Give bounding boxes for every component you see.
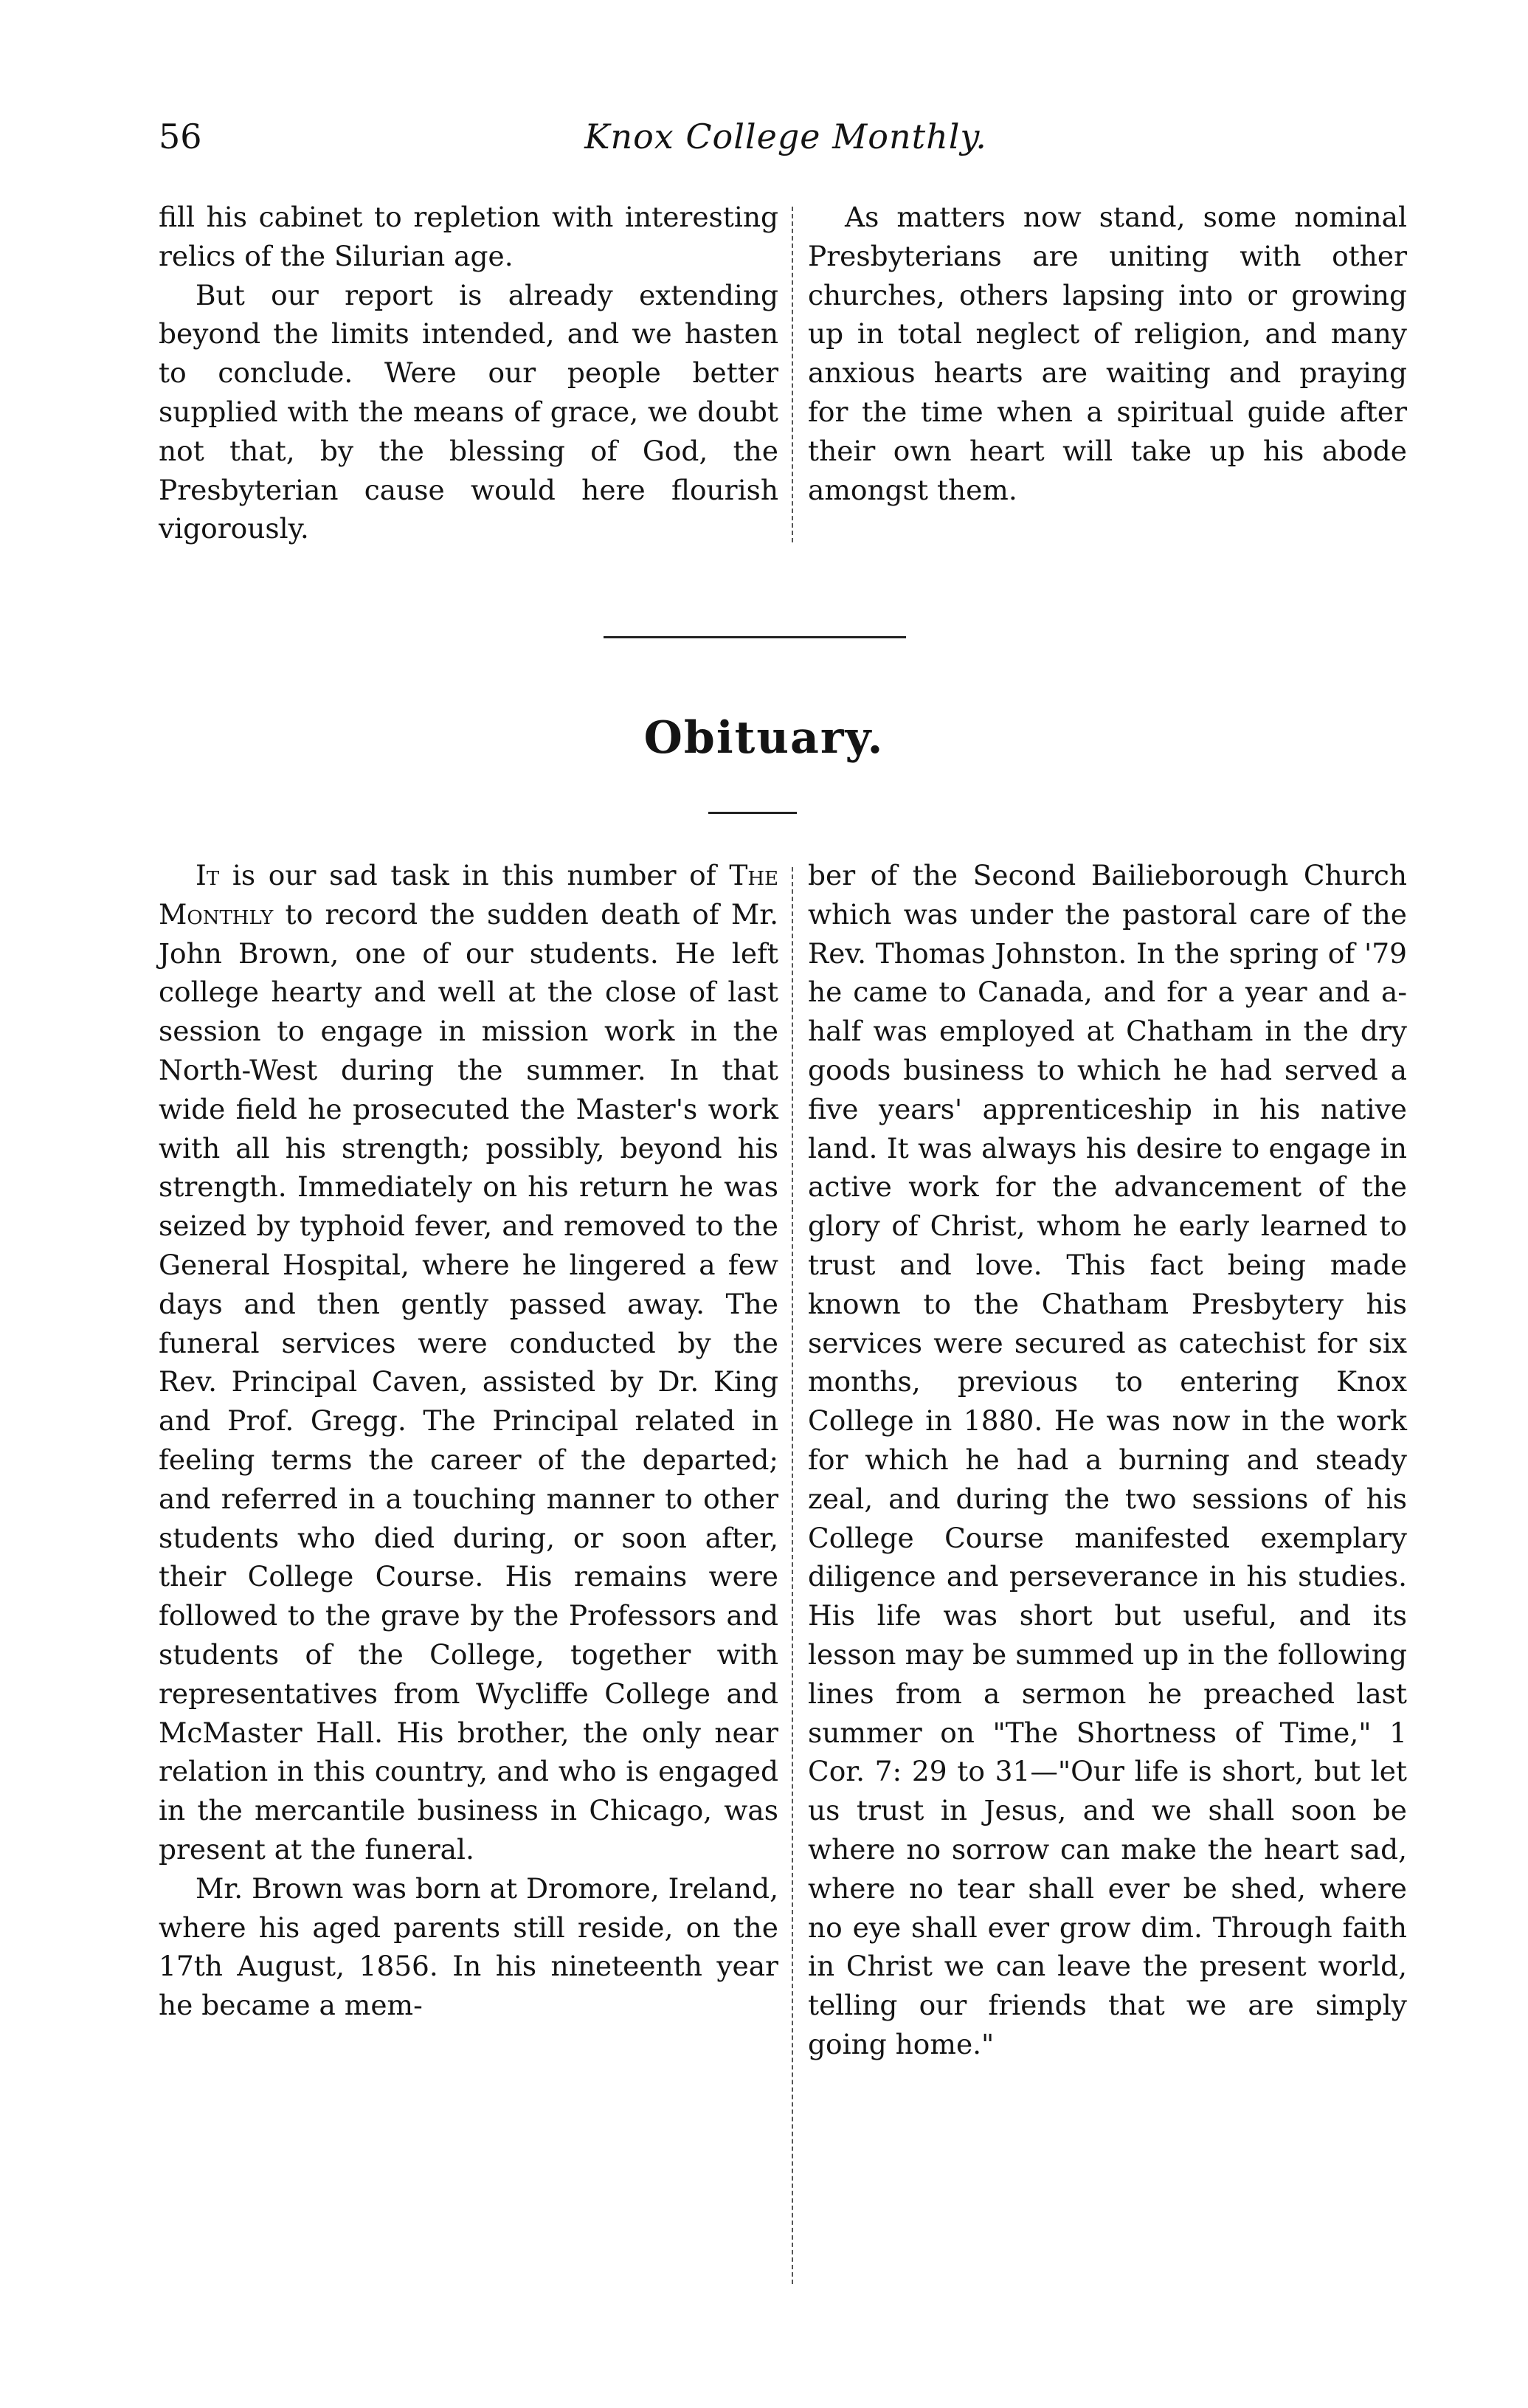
obituary-left-column [159, 856, 778, 2025]
obituary-paragraph-2-cont: ber of the Second Bailieborough Church which was under the pastoral care of the Rev. Thomas Johnston. In the spring of '79 he came to Canada, and for a year and a-half was employed at Chatham in the dry goods business to which he had served a five years' apprenticeship in his native land. It was always his desire to engage in active work for the advancement of the glory of Christ, whom he early learned to trust and love. This fact being made known to the Chatham Presbytery his services were secured as catechist for six months, previous to entering Knox College in 1880. He was now in the work for which he had a burning and steady zeal, and during the two sessions of his College Course manifested exemplary diligence and perseverance in his studies. His life was short but useful, and its lesson may be summed up in the following lines from a sermon he preached last summer on "The Shortness of Time," 1 Cor. 7: 29 to 31—"Our life is short, but let us trust in Jesus, and we shall soon be where no sorrow can make the heart sad, where no tear shall ever be shed, where no eye shall ever grow dim. Through faith in Christ we can leave the present world, telling our friends that we are simply going home." [808, 859, 1407, 2060]
top-right-column [808, 198, 1407, 509]
page-header [159, 117, 1413, 168]
page-number: 56 [159, 117, 202, 156]
column-divider [792, 867, 793, 2284]
running-title: Knox College Monthly. [584, 117, 987, 156]
top-left-column [159, 198, 778, 548]
obituary-heading: Obituary. [643, 712, 885, 764]
closing-paragraph: But our report is already extending beyond the limits intended, and we hasten to conclude. Were our people better supplied with the means of grace, we doubt not that, by the blessing of God, the Presbyterian cause would here flourish vigorously. [159, 278, 778, 545]
lead-in: It [196, 859, 220, 891]
obituary-text-1b: to record the sudden death of Mr. John Brown, one of our students. He left college hearty and well at the close of last session to engage in mission work in the North-West during the summer. In that wide field he prosecuted the Master's work with all his strength; possibly, beyond his strength. Immediately on his return he was seized by typhoid fever, and removed to the General Hospital, where he lingered a few days and then gently passed away. The funeral services were conducted by the Rev. Principal Caven, assisted by Dr. King and Prof. Gregg. The Principal related in feeling terms the career of the departed; and referred in a touching manner to other students who died during, or soon after, their College Course. His remains were followed to the grave by the Professors and students of the College, together with representatives from Wycliffe College and McMaster Hall. His brother, the only near relation in this country, and who is engaged in the mercantile business in Chicago, was present at the funeral. [159, 897, 778, 1866]
obituary-text-1a: is our sad task in this number of [232, 859, 716, 891]
obituary-paragraph-2-start: Mr. Brown was born at Dromore, Ireland, where his aged parents still reside, on the 17th August, 1856. In his nineteenth year he became a mem- [159, 1871, 778, 2022]
section-divider [604, 636, 906, 638]
obituary-paragraph-1 [159, 856, 778, 1869]
status-paragraph: As matters now stand, some nominal Presbyterians are uniting with other churches, others lapsing into or growing up in total neglect of religion, and many anxious hearts are waiting and praying for the time when a spiritual guide after their own heart will take up his abode amongst them. [808, 201, 1407, 506]
journal-name: The Monthly [159, 859, 779, 931]
column-divider [792, 207, 793, 542]
continued-paragraph: fill his cabinet to repletion with interesting relics of the Silurian age. [159, 201, 778, 272]
obituary-right-column [808, 856, 1407, 2064]
heading-rule [708, 812, 797, 814]
